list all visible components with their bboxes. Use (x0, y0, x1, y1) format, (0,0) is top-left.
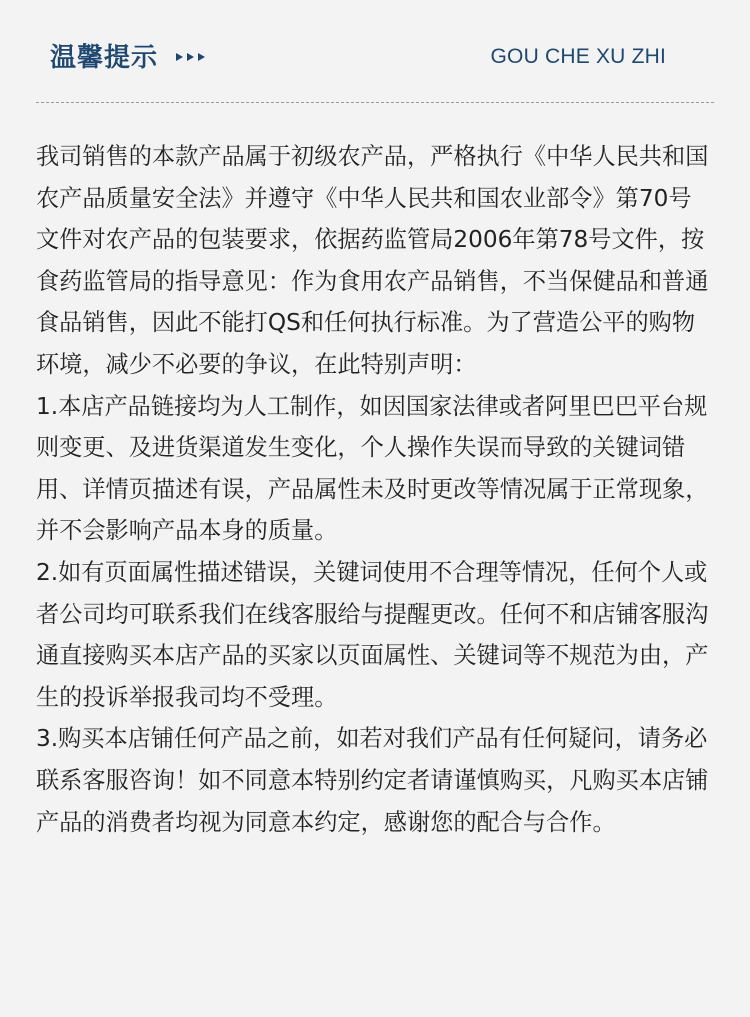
clause-3-paragraph: 3.购买本店铺任何产品之前，如若对我们产品有任何疑问，请务必联系客服咨询！如不同意本特别约定者请谨慎购买，凡购买本店铺产品的消费者均视为同意本约定，感谢您的配合与合作。 (36, 725, 709, 836)
clause-2-paragraph: 2.如有页面属性描述错误，关键词使用不合理等情况，任何个人或者公司均可联系我们在线客服给与提醒更改。任何不和店铺客服沟通直接购买本店产品的买家以页面属性、关键词等不规范为由，产生的投诉举报我司均不受理。 (36, 558, 709, 711)
arrow-right-icon (176, 53, 183, 61)
notice-content (36, 136, 714, 843)
intro-paragraph: 我司销售的本款产品属于初级农产品，严格执行《中华人民共和国农产品质量安全法》并遵守《中华人民共和国农业部令》第70号文件对农产品的包装要求，依据药监管局2006年第78号文件，按食药监管局的指导意见：作为食用农产品销售，不当保健品和普通食品销售，因此不能打QS和任何执行标准。为了营造公平的购物环境，减少不必要的争议，在此特别声明： (36, 143, 709, 378)
page-subtitle: GOU CHE XU ZHI (490, 45, 666, 68)
dashed-divider (36, 102, 714, 103)
header (36, 38, 714, 80)
triple-arrow-icon (176, 53, 205, 61)
clause-1-paragraph: 1.本店产品链接均为人工制作，如因国家法律或者阿里巴巴平台规则变更、及进货渠道发生变化，个人操作失误而导致的关键词错用、详情页描述有误，产品属性未及时更改等情况属于正常现象，并不会影响产品本身的质量。 (36, 392, 709, 545)
page-title: 温馨提示 (50, 43, 159, 73)
arrow-right-icon (187, 53, 194, 61)
arrow-right-icon (198, 53, 205, 61)
